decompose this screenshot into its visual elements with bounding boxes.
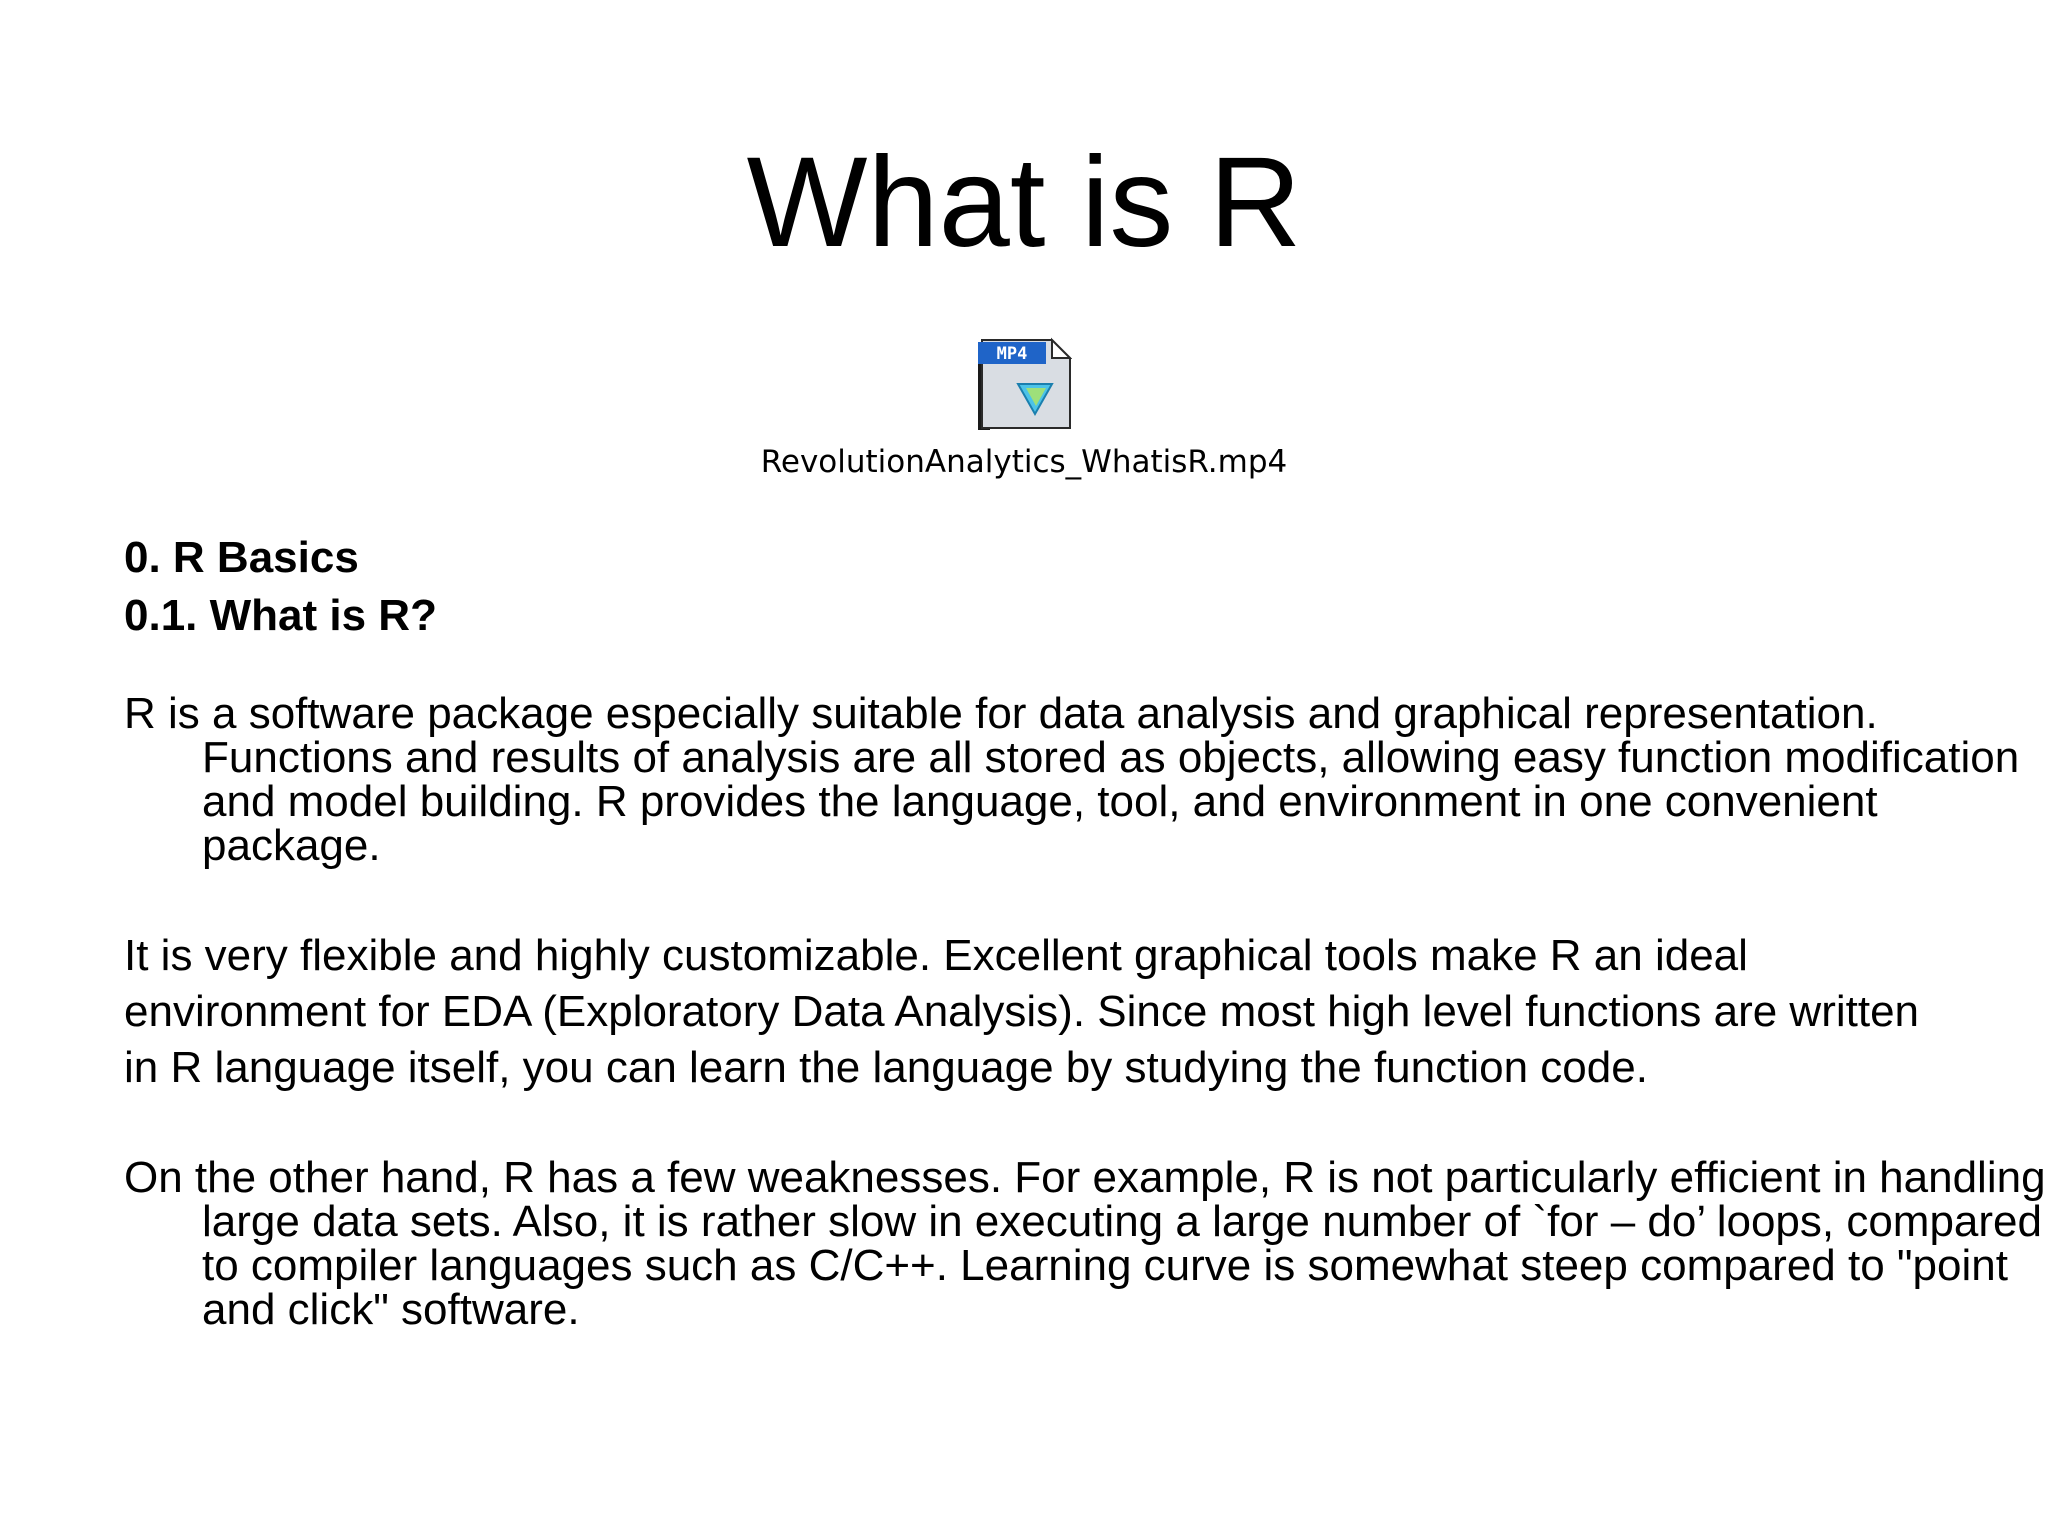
paragraph-definition: R is a software package especially suitable for data analysis and graphical representation. Functions and results of analysis are all stored as objects, allowing easy function modification and model building. R provides the language, tool, and environment in one convenient package. [124, 689, 2020, 870]
section-heading: 0. R Basics [124, 533, 359, 582]
attachment-file-name: RevolutionAnalytics_WhatisR.mp4 [760, 444, 1288, 480]
subsection-heading: 0.1. What is R? [124, 591, 437, 640]
video-attachment[interactable] [724, 334, 1324, 482]
mp4-video-file-icon [976, 334, 1072, 430]
paragraph-flexibility: It is very flexible and highly customizable. Excellent graphical tools make R an ideal environment for EDA (Exploratory Data Analysis). Since most high level functions are written in R language itself, you can learn the language by studying the function code. [124, 931, 1920, 1092]
slide-title: What is R [746, 131, 1302, 274]
mp4-badge-text: MP4 [996, 344, 1028, 364]
paragraph-weaknesses: On the other hand, R has a few weaknesses. For example, R is not particularly efficient in handling large data sets. Also, it is rather slow in executing a large number of `for – do’ loops, compared to compiler languages such as C/C++. Learning curve is somewhat steep compared to "point and click" software. [124, 1153, 2046, 1334]
